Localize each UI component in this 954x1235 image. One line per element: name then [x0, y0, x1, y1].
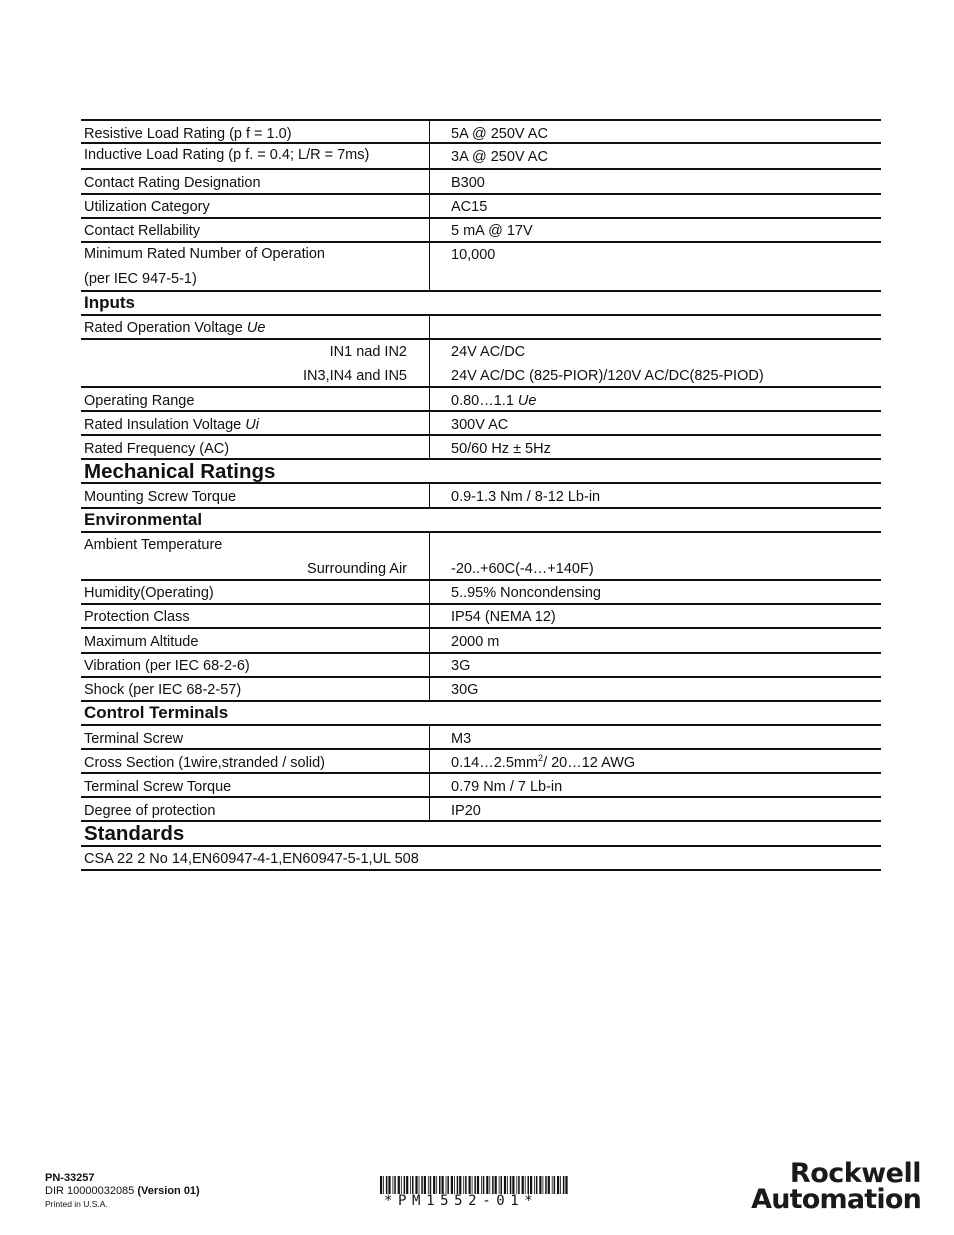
table-row [81, 581, 881, 605]
barcode-bar [563, 1176, 565, 1194]
section-title: Standards [84, 822, 185, 845]
section-title: Environmental [84, 510, 203, 529]
row-label-continued: (per IEC 947-5-1) [84, 271, 197, 287]
table-row [81, 678, 881, 702]
row-label: Resistive Load Rating (p f = 1.0) [84, 126, 292, 142]
barcode-bar [421, 1176, 423, 1194]
section-heading-mechanical-ratings [81, 460, 881, 484]
barcode-bar [398, 1176, 400, 1194]
barcode-bar [386, 1176, 388, 1194]
barcode-bar [565, 1176, 567, 1194]
barcode-bar [530, 1176, 532, 1194]
table-row [81, 436, 881, 460]
logo-line-2: Automation [751, 1184, 921, 1215]
barcode-bar [428, 1176, 429, 1194]
table-row [81, 119, 881, 144]
barcode-bar [465, 1176, 467, 1194]
standards-text: CSA 22 2 No 14,EN60947-4-1,EN60947-5-1,UL 508 [84, 851, 419, 867]
table-row [81, 316, 881, 340]
row-label: Terminal Screw Torque [84, 779, 232, 795]
row-value: 5A @ 250V AC [451, 126, 548, 142]
section-title: Mechanical Ratings [84, 460, 276, 483]
table-row [81, 243, 881, 292]
barcode-bar [543, 1176, 544, 1194]
part-number: PN-33257 [45, 1172, 95, 1184]
barcode-bar [380, 1176, 382, 1194]
section-heading-control-terminals [81, 702, 881, 726]
barcode-bar [388, 1176, 390, 1194]
barcode-bar [401, 1176, 402, 1194]
barcode-bar [419, 1176, 420, 1194]
barcode-bar [552, 1176, 553, 1194]
barcode-bar [451, 1176, 453, 1194]
row-label: IN3,IN4 and IN5 [303, 368, 407, 384]
row-value: 10,000 [451, 247, 496, 263]
row-label: Cross Section (1wire,stranded / solid) [84, 755, 325, 771]
row-value: 24V AC/DC [451, 344, 526, 360]
barcode-bar [516, 1176, 517, 1194]
row-label: Operating Range [84, 393, 195, 409]
table-row [81, 388, 881, 412]
barcode-bar [412, 1176, 414, 1194]
barcode-bar [495, 1176, 497, 1194]
barcode-bar [474, 1176, 476, 1194]
section-heading-standards [81, 822, 881, 847]
row-label: Degree of protection [84, 803, 216, 819]
barcode-bar [554, 1176, 556, 1194]
row-label: Surrounding Air [307, 561, 407, 577]
footer-info [45, 1172, 200, 1211]
row-value: M3 [451, 731, 472, 747]
printed-in: Printed in U.S.A. [45, 1199, 108, 1209]
table-row [81, 195, 881, 219]
barcode-bar [512, 1176, 514, 1194]
row-label: Rated Operation Voltage Ue [84, 320, 266, 336]
barcode-bar [536, 1176, 538, 1194]
barcode-bar [477, 1176, 479, 1194]
row-value: $0.14\dots 2.5mm^2/$ 20…12 AWG [451, 753, 636, 771]
barcode-bar [528, 1176, 530, 1194]
row-value: 3A @ 250V AC [451, 149, 548, 165]
barcode-bar [433, 1176, 435, 1194]
row-label: Contact Rating Designation [84, 175, 261, 191]
barcode-bar [406, 1176, 408, 1194]
row-label: Contact Rellability [84, 223, 201, 239]
barcode-bar [518, 1176, 520, 1194]
barcode-bar [483, 1176, 485, 1194]
barcode-bar [446, 1176, 447, 1194]
row-value: B300 [451, 175, 485, 191]
table-row [81, 798, 881, 822]
row-label: Shock (per IEC 68-2-57) [84, 682, 242, 698]
row-label: Terminal Screw [84, 731, 184, 747]
row-value: AC15 [451, 199, 488, 215]
row-label: IN1 nad IN2 [329, 344, 407, 360]
barcode-bar [525, 1176, 526, 1194]
barcode-bar [469, 1176, 471, 1194]
barcode-bar [560, 1176, 561, 1194]
row-value: 24V AC/DC (825-PIOR)/120V AC/DC(825-PIOD) [451, 368, 764, 384]
logo-line-1: Rockwell [789, 1158, 921, 1189]
barcode-bar [522, 1176, 524, 1194]
row-label: Protection Class [84, 609, 190, 625]
barcode-bar [472, 1176, 473, 1194]
row-value: 5..95% Noncondensing [451, 585, 601, 601]
row-value: 0.80…1.1 Ue [451, 393, 537, 409]
table-row [81, 144, 881, 170]
barcode-bar [492, 1176, 494, 1194]
table-row [81, 629, 881, 654]
barcode-bar [430, 1176, 432, 1194]
table-row [81, 654, 881, 678]
barcode-image [380, 1176, 570, 1194]
barcode-bar [415, 1176, 417, 1194]
table-row [81, 774, 881, 798]
row-value: IP20 [451, 803, 481, 819]
barcode-bar [454, 1176, 455, 1194]
barcode-bar [489, 1176, 490, 1194]
barcode-bar [548, 1176, 550, 1194]
table-row [81, 340, 881, 388]
barcode-text: *PM1552-01* [384, 1193, 539, 1209]
row-label: Utilization Category [84, 199, 210, 215]
table-row [81, 412, 881, 436]
section-heading-inputs [81, 292, 881, 316]
barcode-bar [510, 1176, 512, 1194]
row-label: Ambient Temperature [84, 537, 223, 553]
section-heading-environmental [81, 509, 881, 533]
barcode-bar [436, 1176, 437, 1194]
table-row [81, 605, 881, 629]
table-row [81, 219, 881, 243]
row-value: 3G [451, 658, 471, 674]
barcode-bar [539, 1176, 541, 1194]
barcode-bar [504, 1176, 506, 1194]
row-value: IP54 (NEMA 12) [451, 609, 556, 625]
row-value: -20..+60C(-4…+140F) [451, 561, 594, 577]
barcode-bar [534, 1176, 535, 1194]
barcode-bar [459, 1176, 461, 1194]
table-row [81, 533, 881, 581]
row-label: Mounting Screw Torque [84, 489, 237, 505]
barcode-bar [447, 1176, 449, 1194]
dir-number: DIR 10000032085 (Version 01) [45, 1185, 200, 1197]
specifications-table [81, 119, 881, 871]
barcode-bar [410, 1176, 411, 1194]
barcode-bar [507, 1176, 508, 1194]
row-label: Inductive Load Rating (p f. = 0.4; L/R = 7ms) [84, 147, 370, 163]
barcode-bar [404, 1176, 406, 1194]
barcode-bar [486, 1176, 488, 1194]
row-label: Humidity(Operating) [84, 585, 214, 601]
row-value: 300V AC [451, 417, 509, 433]
barcode-bar [499, 1176, 500, 1194]
row-value: 50/60 Hz ± 5Hz [451, 441, 551, 457]
row-label: Rated Insulation Voltage Ui [84, 417, 259, 433]
row-label: Vibration (per IEC 68-2-6) [84, 658, 250, 674]
table-row [81, 750, 881, 774]
barcode-bar [383, 1176, 384, 1194]
barcode-bar [545, 1176, 547, 1194]
barcode-bar [457, 1176, 459, 1194]
barcode-bar [442, 1176, 444, 1194]
table-row [81, 484, 881, 509]
barcode-bar [394, 1176, 396, 1194]
table-row [81, 170, 881, 195]
table-row [81, 726, 881, 750]
standards-row [81, 847, 881, 871]
row-label: Minimum Rated Number of Operation [84, 246, 325, 262]
section-title: Control Terminals [84, 703, 229, 722]
row-value: 0.79 Nm / 7 Lb-in [451, 779, 563, 795]
barcode-bar [501, 1176, 503, 1194]
row-value: 5 mA @ 17V [451, 223, 533, 239]
section-title: Inputs [84, 293, 135, 312]
barcode-bar [557, 1176, 559, 1194]
barcode-bar [424, 1176, 426, 1194]
rockwell-automation-logo [719, 1158, 921, 1215]
barcode-bar [393, 1176, 394, 1194]
row-value: 2000 m [451, 634, 500, 650]
row-value: 0.9-1.3 Nm / 8-12 Lb-in [451, 489, 601, 505]
barcode-bar [481, 1176, 482, 1194]
barcode-bar [439, 1176, 441, 1194]
row-label: Maximum Altitude [84, 634, 199, 650]
row-value: 30G [451, 682, 479, 698]
row-label: Rated Frequency (AC) [84, 441, 230, 457]
barcode-bar [463, 1176, 464, 1194]
